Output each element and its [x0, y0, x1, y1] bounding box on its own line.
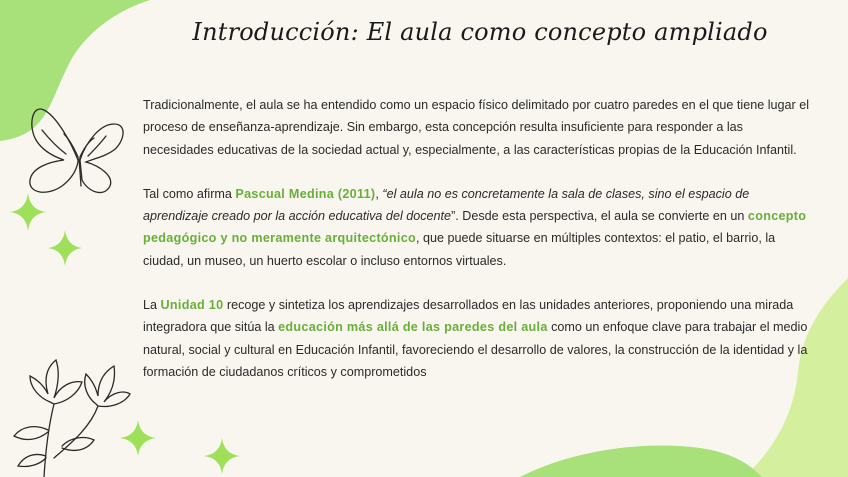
- paragraph-2-end: , que puede situarse en múltiples contextos: el patio, el barrio, la ciudad, un museo, un huerto escolar o incluso entornos virtuales.: [143, 231, 776, 268]
- paragraph-3-end: como un enfoque clave para trabajar el medio natural, social y cultural en Educación Infantil, favoreciendo el desarrollo de valores, la construcción de la identidad y la formación de ciudadanos críticos y comprometidos: [143, 320, 808, 379]
- slide-title: Introducción: El aula como concepto ampliado: [192, 18, 768, 46]
- quote-text: “el aula no es concretamente la sala de clases, sino el espacio de aprendizaje creado por la acción educativa del docente: [143, 186, 750, 224]
- paragraph-2-separator: ,: [375, 186, 383, 201]
- paragraph-2-middle: . Desde esta perspectiva, el aula se convierte en un: [455, 209, 748, 224]
- flower-icon: [14, 360, 130, 477]
- paragraph-2-intro: Tal como afirma: [143, 186, 236, 201]
- highlight-beyond-walls: educación más allá de las paredes del aula: [278, 320, 548, 335]
- paragraph-1: [143, 94, 815, 161]
- slide-body: [143, 94, 815, 405]
- paragraph-3: [143, 294, 815, 383]
- unit-reference: Unidad 10: [160, 298, 224, 313]
- paragraph-1-text: Tradicionalmente, el aula se ha entendido como un espacio físico delimitado por cuatro paredes en el que tiene lugar el proceso de enseñanza-aprendizaje. Sin embargo, esta concepción resulta insuficiente para responder a las necesidades educativas de la sociedad actual y, especialmente, a las características propias de la Educación Infantil.: [143, 98, 810, 157]
- paragraph-2: [143, 183, 815, 272]
- butterfly-icon: [30, 109, 123, 193]
- paragraph-3-middle: recoge y sintetiza los aprendizajes desarrollados en las unidades anteriores, proponiendo una mirada integradora que sitúa la: [143, 298, 794, 335]
- paragraph-3-intro: La: [143, 298, 161, 313]
- quote-close: ”: [451, 209, 456, 224]
- bottom-blob: [520, 446, 762, 477]
- highlight-pedagogical-concept: concepto pedagógico y no meramente arquitectónico: [143, 209, 807, 246]
- author-citation: Pascual Medina (2011): [235, 186, 376, 201]
